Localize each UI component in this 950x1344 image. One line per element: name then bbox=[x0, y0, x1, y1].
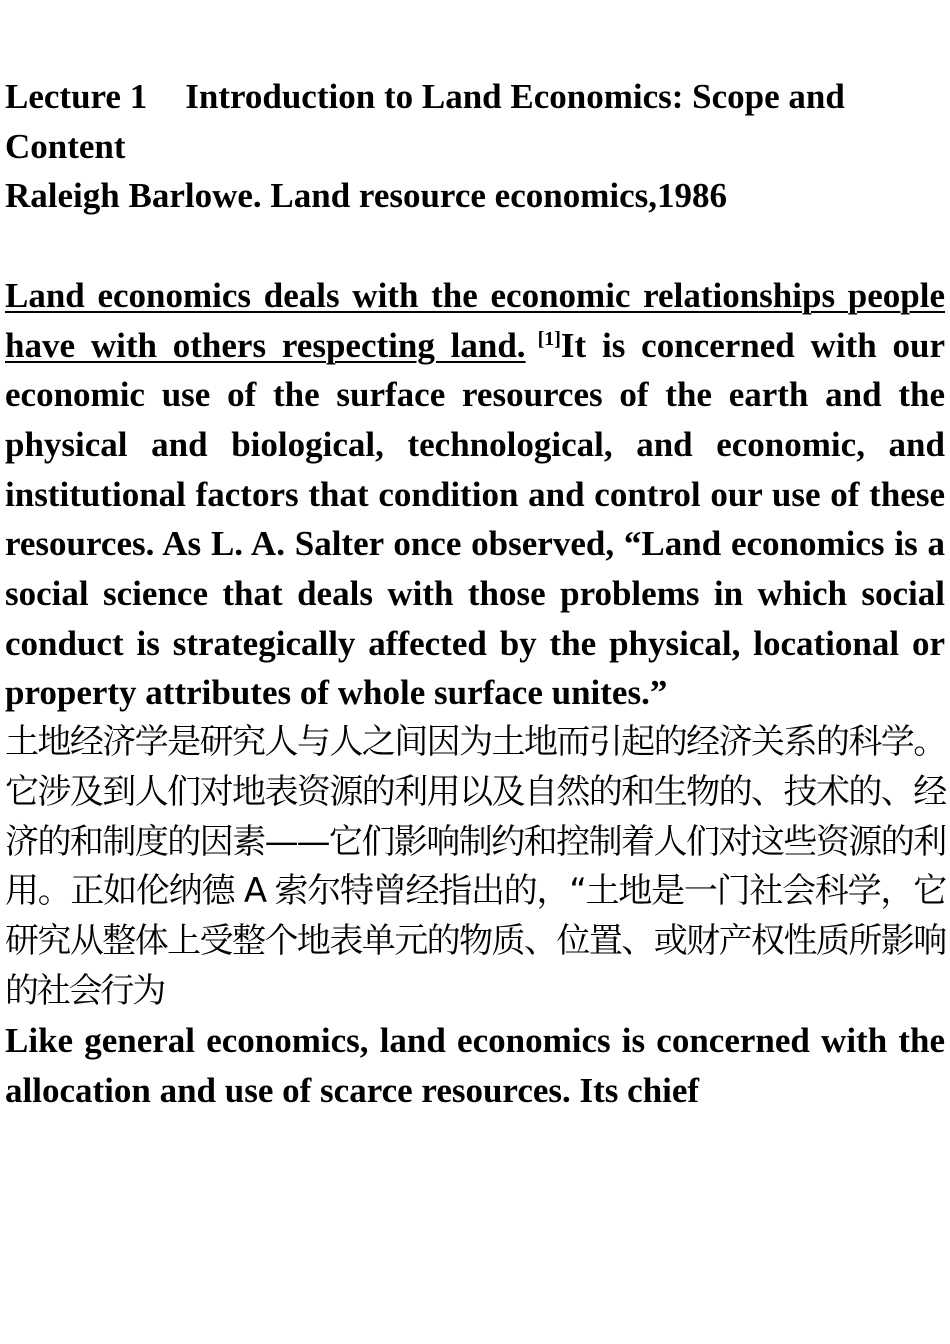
source-citation: Raleigh Barlowe. Land resource economics,1986 bbox=[5, 176, 727, 216]
lecture-heading bbox=[5, 72, 945, 171]
lecture-number: Lecture 1 bbox=[5, 77, 148, 116]
intro-paragraph bbox=[5, 271, 945, 718]
definition-sentence: Land economics deals with the economic relationships people have with others respecting land. bbox=[5, 275, 945, 365]
chinese-translation-paragraph: 土地经济学是研究人与人之间因为土地而引起的经济关系的科学。它涉及到人们对地表资源的利用以及自然的和生物的、技术的、经济的和制度的因素——它们影响制约和控制着人们对这些资源的利用。正如伦纳德 A 索尔特曾经指出的，“土地是一门社会科学，它研究从整体上受整个地表单元的物质、位置、或财产权性质所影响的社会行为 bbox=[5, 722, 945, 1011]
lecture-title-part2: Content bbox=[5, 126, 126, 166]
document-page bbox=[5, 72, 945, 1116]
second-paragraph: Like general economics, land economics is concerned with the allocation and use of scarce resources. Its chief bbox=[5, 1021, 945, 1111]
intro-paragraph-rest: It is concerned with our economic use of the surface resources of the earth and the physical and biological, technological, and economic, and institutional factors that condition and control our use of these resources. As L. A. Salter once observed, “Land economics is a social science that deals with those problems in which social conduct is strategically affected by the physical, locational or property attributes of whole surface unites.” bbox=[5, 325, 945, 713]
lecture-title-part1: Introduction to Land Economics: Scope and bbox=[185, 77, 845, 116]
footnote-ref: [1] bbox=[537, 327, 561, 350]
blank-line bbox=[5, 221, 945, 271]
